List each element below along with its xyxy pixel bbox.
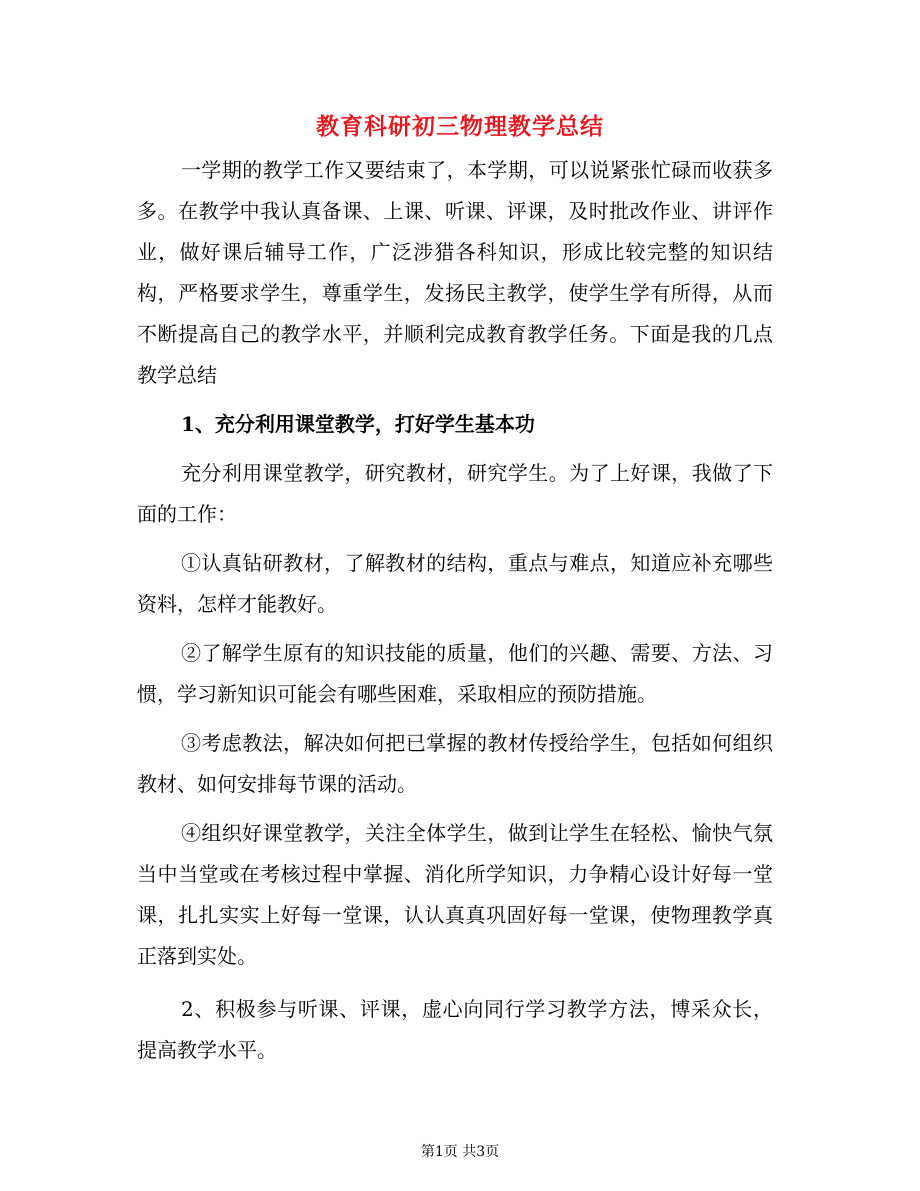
- section-heading-2: 2、积极参与听课、评课，虚心向同行学习教学方法，博采众长，提高教学水平。: [137, 997, 773, 1062]
- intro-paragraph: 一学期的教学工作又要结束了，本学期，可以说紧张忙碌而收获多多。在教学中我认真备课、上课、听课、评课，及时批改作业、讲评作业，做好课后辅导工作，广泛涉猎各科知识，形成比较完整的知识结构，严格要求学生，尊重学生，发扬民主教学，使学生学有所得，从而不断提高自己的教学水平，并顺利完成教育教学任务。下面是我的几点教学总结: [137, 158, 773, 387]
- section-1-paragraph: 充分利用课堂教学，研究教材，研究学生。为了上好课，我做了下面的工作：: [137, 461, 773, 526]
- list-item-4: ④组织好课堂教学，关注全体学生，做到让学生在轻松、愉快气氛当中当堂或在考核过程中掌握、消化所学知识，力争精心设计好每一堂课，扎扎实实上好每一堂课，认认真真巩固好每一堂课，使物理教学真正落到实处。: [137, 821, 773, 968]
- section-heading-1: 1、充分利用课堂教学，打好学生基本功: [181, 412, 535, 436]
- list-item-2: ②了解学生原有的知识技能的质量，他们的兴趣、需要、方法、习惯，学习新知识可能会有哪些困难，采取相应的预防措施。: [137, 641, 773, 706]
- document-body: [137, 150, 773, 1071]
- list-item-1: ①认真钻研教材，了解教材的结构，重点与难点，知道应补充哪些资料，怎样才能教好。: [137, 551, 773, 616]
- document-title: 教育科研初三物理教学总结: [316, 113, 604, 140]
- page-number: 第1页 共3页: [420, 1144, 500, 1160]
- list-item-3: ③考虑教法，解决如何把已掌握的教材传授给学生，包括如何组织教材、如何安排每节课的活动。: [137, 731, 773, 796]
